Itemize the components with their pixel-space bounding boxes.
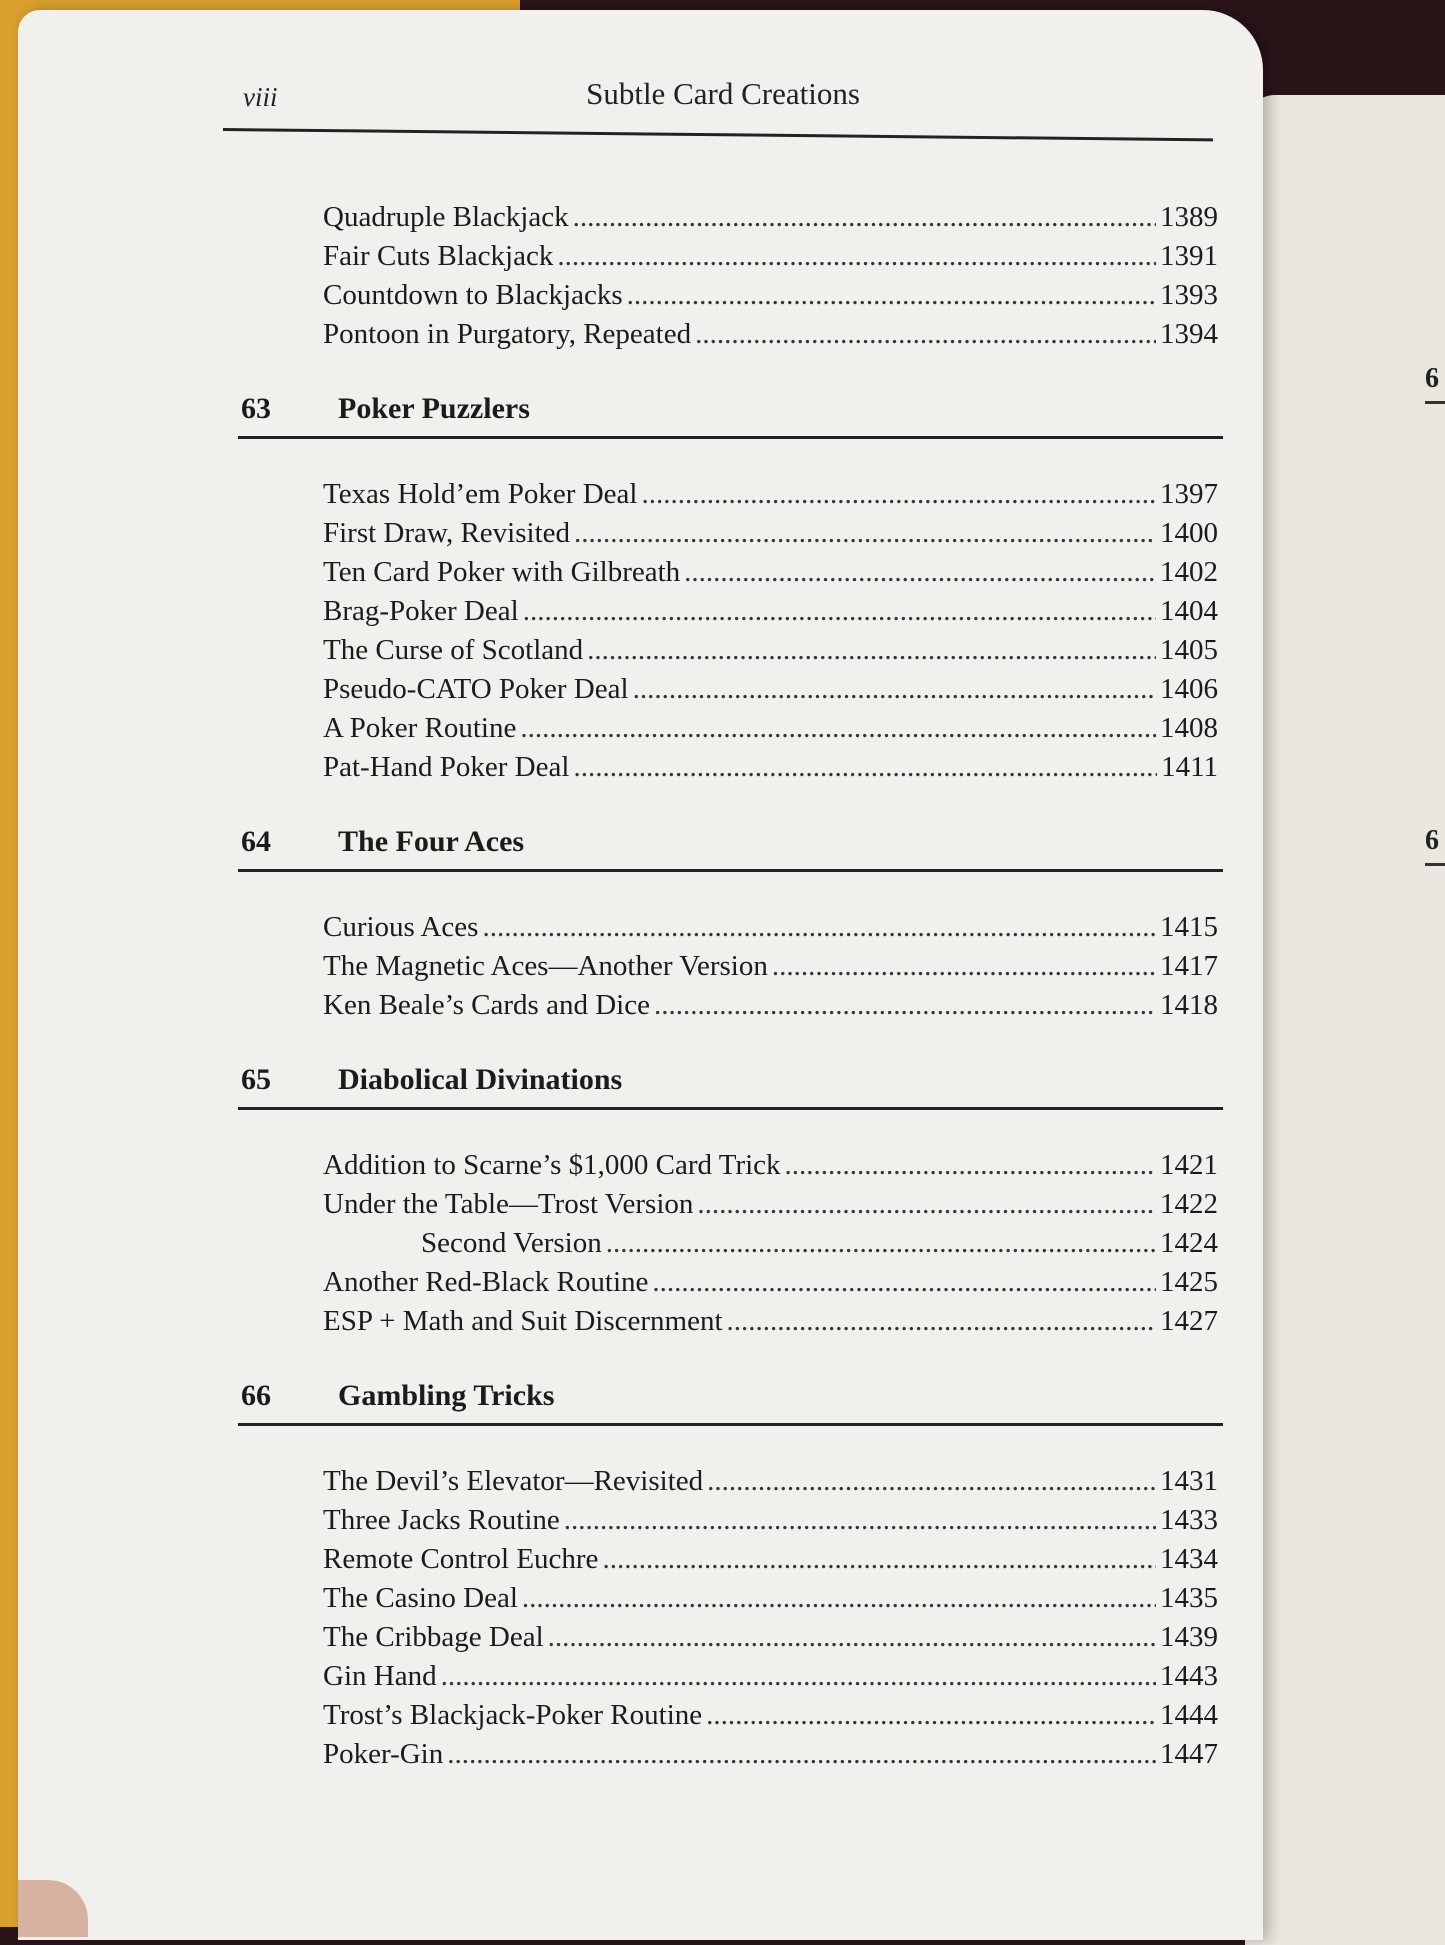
entry-page-number: 1435 (1160, 1582, 1218, 1614)
book-page (18, 10, 1263, 1940)
toc-entry (223, 1146, 1218, 1185)
toc-entry (223, 475, 1218, 514)
dot-leader (654, 986, 1156, 1025)
toc-entry (223, 1657, 1218, 1696)
entry-page-number: 1415 (1160, 911, 1218, 943)
entry-title: The Curse of Scotland (323, 634, 584, 666)
entry-page-number: 1400 (1160, 517, 1218, 549)
toc-entry (223, 592, 1218, 631)
entry-page-number: 1425 (1160, 1266, 1218, 1298)
entry-page-number: 1402 (1160, 556, 1218, 588)
entry-page-number: 1422 (1160, 1188, 1218, 1220)
entry-title: Remote Control Euchre (323, 1543, 599, 1575)
entry-page-number: 1417 (1160, 950, 1218, 982)
toc-entry (223, 908, 1218, 947)
chapter-heading (223, 1375, 1218, 1417)
chapter-entries (223, 1146, 1218, 1341)
toc-entry (223, 198, 1218, 237)
toc-entry (223, 986, 1218, 1025)
entry-title: Fair Cuts Blackjack (323, 240, 554, 272)
dot-leader (564, 1501, 1156, 1540)
toc-entry (223, 315, 1218, 354)
page-header (228, 76, 1218, 116)
toc-entry (223, 1540, 1218, 1579)
toc-entry (223, 1462, 1218, 1501)
entry-page-number: 1394 (1160, 318, 1218, 350)
entry-title: First Draw, Revisited (323, 517, 571, 549)
dot-leader (727, 1302, 1156, 1341)
facing-page-fragment: 6 (1425, 363, 1439, 394)
toc-entry (223, 1735, 1218, 1774)
entry-page-number: 1405 (1160, 634, 1218, 666)
entry-page-number: 1447 (1160, 1738, 1218, 1770)
page-number: viii (243, 82, 278, 112)
chapter-heading (223, 388, 1218, 430)
chapter-rule (238, 1107, 1223, 1110)
entry-title: Second Version (421, 1227, 602, 1259)
entry-title: Ten Card Poker with Gilbreath (323, 556, 681, 588)
entry-title: Gin Hand (323, 1660, 437, 1692)
dot-leader (707, 1462, 1156, 1501)
entry-title: Brag-Poker Deal (323, 595, 519, 627)
entry-title: Quadruple Blackjack (323, 201, 569, 233)
toc-entry (223, 1224, 1218, 1263)
chapter-entries (223, 1462, 1218, 1774)
opening-entries (223, 198, 1218, 354)
dot-leader (697, 1185, 1156, 1224)
dot-leader (523, 592, 1156, 631)
dot-leader (587, 631, 1156, 670)
entry-title: Under the Table—Trost Version (323, 1188, 694, 1220)
entry-page-number: 1433 (1160, 1504, 1218, 1536)
dot-leader (522, 1579, 1156, 1618)
facing-page-rule (1425, 863, 1445, 866)
facing-page-rule (1425, 401, 1445, 404)
dot-leader (606, 1224, 1156, 1263)
toc-entry (223, 1501, 1218, 1540)
entry-page-number: 1444 (1160, 1699, 1218, 1731)
chapter-title: Poker Puzzlers (338, 392, 530, 425)
chapter-number: 63 (241, 392, 271, 425)
dot-leader (641, 475, 1156, 514)
toc-entry (223, 1302, 1218, 1341)
chapter-title: The Four Aces (338, 825, 525, 858)
dot-leader (520, 709, 1156, 748)
dot-leader (557, 237, 1156, 276)
chapter-number: 64 (241, 825, 271, 858)
toc-entry (223, 514, 1218, 553)
toc-entry (223, 709, 1218, 748)
dot-leader (695, 315, 1156, 354)
running-title: Subtle Card Creations (586, 76, 860, 111)
toc-entry (223, 670, 1218, 709)
entry-title: Texas Hold’em Poker Deal (323, 478, 638, 510)
dot-leader (574, 514, 1156, 553)
entry-title: The Magnetic Aces—Another Version (323, 950, 768, 982)
entry-page-number: 1421 (1160, 1149, 1218, 1181)
chapter-section (223, 388, 1218, 787)
entry-page-number: 1389 (1160, 201, 1218, 233)
dot-leader (706, 1696, 1156, 1735)
toc-entry (223, 1579, 1218, 1618)
chapter-section (223, 1059, 1218, 1341)
toc-entry (223, 553, 1218, 592)
toc-entry (223, 631, 1218, 670)
chapter-rule (238, 1423, 1223, 1426)
entry-page-number: 1418 (1160, 989, 1218, 1021)
entry-page-number: 1427 (1160, 1305, 1218, 1337)
toc-entry (223, 1263, 1218, 1302)
chapter-section (223, 821, 1218, 1025)
dot-leader (548, 1618, 1156, 1657)
facing-page-fragment: 6 (1425, 825, 1439, 856)
entry-title: Addition to Scarne’s $1,000 Card Trick (323, 1149, 781, 1181)
dot-leader (684, 553, 1156, 592)
chapter-entries (223, 475, 1218, 787)
entry-page-number: 1408 (1160, 712, 1218, 744)
chapter-heading (223, 1059, 1218, 1101)
toc-entry (223, 276, 1218, 315)
table-of-contents (223, 198, 1218, 1774)
chapter-heading (223, 821, 1218, 863)
entry-page-number: 1424 (1160, 1227, 1218, 1259)
chapter-number: 65 (241, 1063, 271, 1096)
entry-title: Curious Aces (323, 911, 479, 943)
chapter-section (223, 1375, 1218, 1774)
dot-leader (441, 1657, 1156, 1696)
toc-entry (223, 748, 1218, 787)
facing-page (1245, 95, 1445, 1945)
entry-page-number: 1397 (1160, 478, 1218, 510)
entry-page-number: 1391 (1160, 240, 1218, 272)
entry-title: Pontoon in Purgatory, Repeated (323, 318, 692, 350)
entry-page-number: 1411 (1161, 751, 1218, 783)
dot-leader (573, 748, 1157, 787)
entry-title: Poker-Gin (323, 1738, 444, 1770)
entry-title: Ken Beale’s Cards and Dice (323, 989, 650, 1021)
entry-page-number: 1406 (1160, 673, 1218, 705)
entry-page-number: 1439 (1160, 1621, 1218, 1653)
chapter-rule (238, 436, 1223, 439)
entry-title: The Casino Deal (323, 1582, 518, 1614)
dot-leader (482, 908, 1156, 947)
entry-title: A Poker Routine (323, 712, 517, 744)
dot-leader (447, 1735, 1156, 1774)
entry-page-number: 1431 (1160, 1465, 1218, 1497)
thumb (18, 1880, 88, 1937)
entry-title: The Cribbage Deal (323, 1621, 544, 1653)
dot-leader (627, 276, 1156, 315)
chapter-title: Gambling Tricks (338, 1379, 555, 1412)
entry-title: Pat-Hand Poker Deal (323, 751, 570, 783)
entry-title: Trost’s Blackjack-Poker Routine (323, 1699, 703, 1731)
entry-page-number: 1404 (1160, 595, 1218, 627)
chapter-number: 66 (241, 1379, 271, 1412)
toc-entry (223, 1185, 1218, 1224)
chapter-title: Diabolical Divinations (338, 1063, 623, 1096)
entry-title: Another Red-Black Routine (323, 1266, 649, 1298)
entry-title: Pseudo-CATO Poker Deal (323, 673, 629, 705)
dot-leader (652, 1263, 1156, 1302)
entry-title: ESP + Math and Suit Discernment (323, 1305, 723, 1337)
entry-title: The Devil’s Elevator—Revisited (323, 1465, 704, 1497)
header-rule (223, 128, 1213, 141)
toc-entry (223, 947, 1218, 986)
toc-entry (223, 1618, 1218, 1657)
dot-leader (602, 1540, 1156, 1579)
entry-page-number: 1434 (1160, 1543, 1218, 1575)
chapter-rule (238, 869, 1223, 872)
chapter-entries (223, 908, 1218, 1025)
dot-leader (772, 947, 1156, 986)
chapter-list (223, 388, 1218, 1774)
toc-entry (223, 237, 1218, 276)
entry-title: Three Jacks Routine (323, 1504, 560, 1536)
dot-leader (573, 198, 1156, 237)
entry-page-number: 1393 (1160, 279, 1218, 311)
entry-page-number: 1443 (1160, 1660, 1218, 1692)
dot-leader (785, 1146, 1156, 1185)
entry-title: Countdown to Blackjacks (323, 279, 623, 311)
dot-leader (633, 670, 1156, 709)
toc-entry (223, 1696, 1218, 1735)
